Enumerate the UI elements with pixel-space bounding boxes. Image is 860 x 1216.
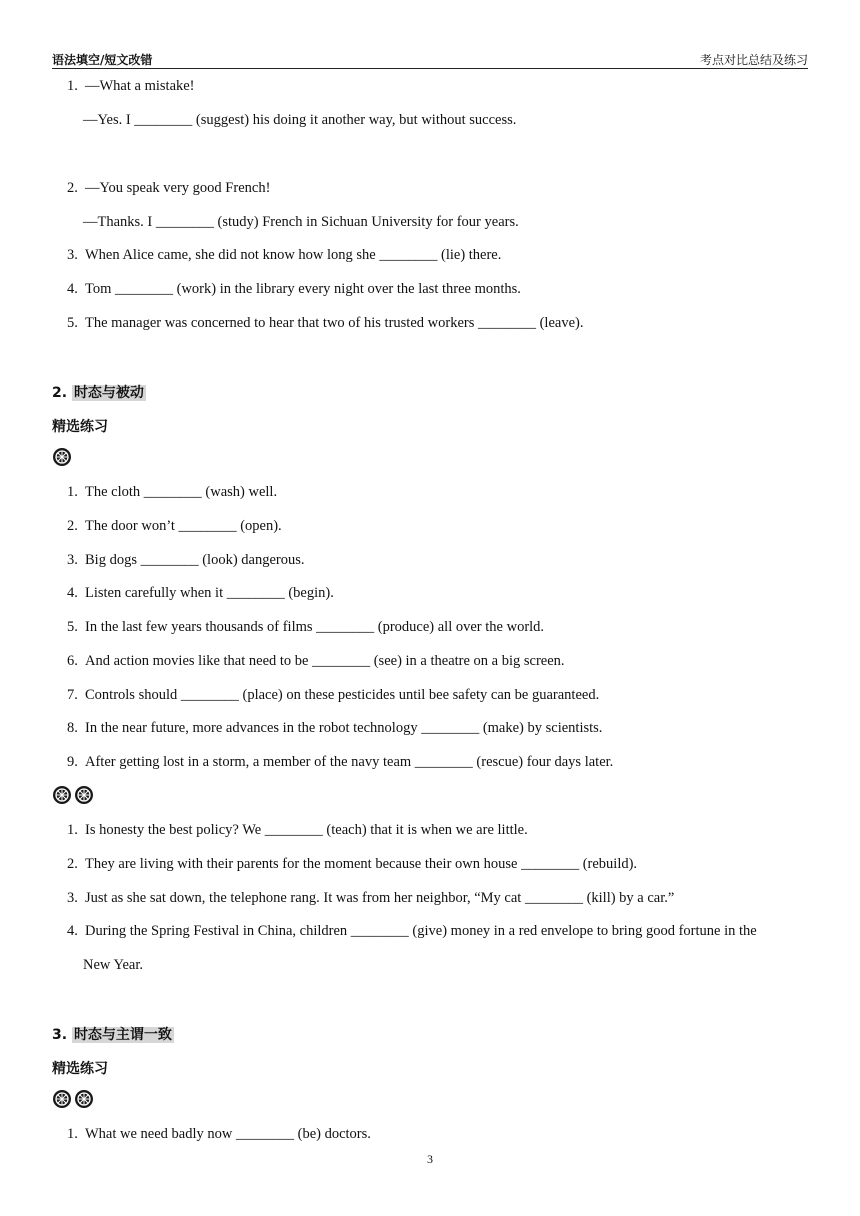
list-item: 9. After getting lost in a storm, a member of the navy team ________ (rescue) four days later. [67, 754, 614, 770]
list-item: 3. Just as she sat down, the telephone rang. It was from her neighbor, “My cat ________ (kill) by a car.” [67, 890, 675, 906]
section-subtitle: 精选练习 [52, 419, 108, 435]
header-right-title: 考点对比总结及练习 [699, 53, 808, 67]
list-item: 6. And action movies like that need to be ________ (see) in a theatre on a big screen. [67, 653, 565, 669]
section-heading: 3. 时态与主谓一致 [52, 1027, 172, 1043]
list-item: 1. Is honesty the best policy? We ________ (teach) that it is when we are little. [67, 822, 528, 838]
list-item: 3. When Alice came, she did not know how long she ________ (lie) there. [67, 247, 502, 263]
section-title: 时态与主谓一致 [73, 1027, 172, 1043]
section-heading: 2. 时态与被动 [52, 385, 144, 401]
wheel-icon [52, 785, 72, 805]
wheel-icon [74, 785, 94, 805]
page-number: 3 [427, 1152, 433, 1166]
list-item: 1. The cloth ________ (wash) well. [67, 484, 278, 500]
list-item: 7. Controls should ________ (place) on these pesticides until bee safety can be guaranteed. [67, 687, 600, 703]
wheel-icon [52, 447, 72, 467]
list-item: 4. Tom ________ (work) in the library every night over the last three months. [67, 281, 521, 297]
list-item-continuation: —Thanks. I ________ (study) French in Sichuan University for four years. [83, 214, 519, 230]
list-item-continuation: —Yes. I ________ (suggest) his doing it another way, but without success. [83, 112, 517, 128]
header-left-title: 语法填空/短文改错 [52, 53, 153, 67]
list-item: 2. —You speak very good French! [67, 180, 271, 196]
list-item: 4. During the Spring Festival in China, children ________ (give) money in a red envelope to bring good fortune in the [67, 923, 757, 939]
wheel-icon [52, 1089, 72, 1109]
list-item: 1. What we need badly now ________ (be) doctors. [67, 1126, 371, 1142]
section-subtitle: 精选练习 [52, 1061, 108, 1077]
list-item: 4. Listen carefully when it ________ (begin). [67, 585, 334, 601]
list-item-continuation: New Year. [83, 957, 144, 973]
section-title: 时态与被动 [73, 385, 144, 401]
list-item: 2. They are living with their parents for the moment because their own house ________ (rebuild). [67, 856, 638, 872]
page-header [52, 50, 808, 69]
list-item: 5. The manager was concerned to hear that two of his trusted workers ________ (leave). [67, 315, 584, 331]
wheel-icon [74, 1089, 94, 1109]
difficulty-icons [52, 785, 94, 805]
difficulty-icons [52, 447, 72, 467]
list-item: 8. In the near future, more advances in the robot technology ________ (make) by scientists. [67, 720, 603, 736]
difficulty-icons [52, 1089, 94, 1109]
list-item: 1. —What a mistake! [67, 78, 195, 94]
list-item: 3. Big dogs ________ (look) dangerous. [67, 552, 305, 568]
list-item: 2. The door won’t ________ (open). [67, 518, 282, 534]
list-item: 5. In the last few years thousands of films ________ (produce) all over the world. [67, 619, 545, 635]
